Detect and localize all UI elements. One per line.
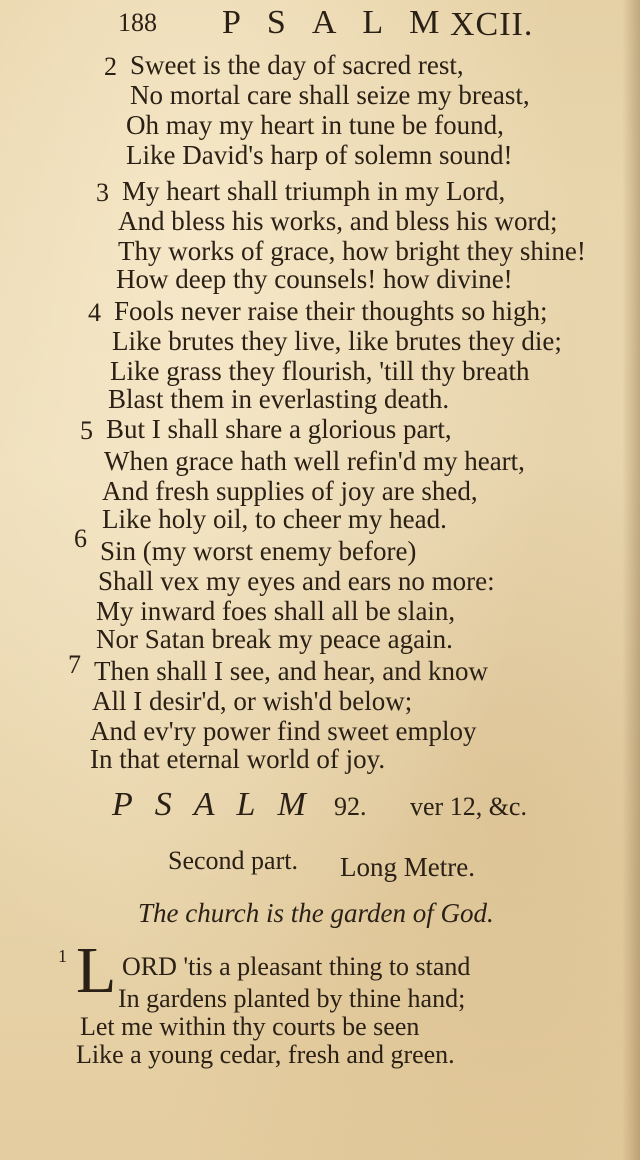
verse-line: My inward foes shall all be slain, bbox=[96, 596, 456, 626]
verse-line: When grace hath well refin'd my heart, bbox=[104, 446, 525, 476]
psalm-heading-verses: ver 12, &c. bbox=[410, 792, 527, 821]
stanza-number: 7 bbox=[68, 650, 81, 679]
verse-line: But I shall share a glorious part, bbox=[106, 414, 452, 444]
running-psalm-numeral: XCII. bbox=[450, 6, 534, 43]
verse-line: My heart shall triumph in my Lord, bbox=[122, 176, 506, 206]
verse-line: Like David's harp of solemn sound! bbox=[126, 140, 513, 170]
verse-line: And fresh supplies of joy are shed, bbox=[102, 476, 478, 506]
stanza-number: 2 bbox=[104, 52, 117, 81]
verse-line: Like brutes they live, like brutes they die; bbox=[112, 326, 562, 356]
verse-line: Blast them in everlasting death. bbox=[108, 384, 450, 414]
hymn-subheading bbox=[0, 846, 640, 886]
stanza-number: 5 bbox=[80, 416, 93, 445]
page-header bbox=[0, 4, 640, 52]
stanza-1-second-part bbox=[0, 934, 640, 1078]
verse-line: And ev'ry power find sweet employ bbox=[90, 716, 477, 746]
psalm-heading-number: 92. bbox=[334, 792, 367, 821]
psalm-heading-title: PSALM bbox=[112, 786, 328, 823]
stanza-number: 1 bbox=[58, 946, 67, 966]
verse-line: Shall vex my eyes and ears no more: bbox=[98, 566, 495, 596]
verse-line: Thy works of grace, how bright they shine! bbox=[118, 236, 586, 266]
hymn-subject: The church is the garden of God. bbox=[138, 898, 494, 928]
verse-line: How deep thy counsels! how divine! bbox=[116, 264, 513, 294]
verse-line: Nor Satan break my peace again. bbox=[96, 624, 453, 654]
verse-line: In that eternal world of joy. bbox=[90, 744, 386, 774]
stanza-number: 3 bbox=[96, 178, 109, 207]
verse-line: Sweet is the day of sacred rest, bbox=[130, 50, 464, 80]
verse-line: Like holy oil, to cheer my head. bbox=[102, 504, 447, 534]
verse-line: All I desir'd, or wish'd below; bbox=[92, 686, 413, 716]
verse-line: ORD 'tis a pleasant thing to stand bbox=[122, 952, 471, 981]
part-label: Second part. bbox=[168, 846, 298, 875]
page-number: 188 bbox=[118, 8, 157, 37]
verse-line: Oh may my heart in tune be found, bbox=[126, 110, 504, 140]
running-title: PSALM bbox=[222, 4, 466, 41]
drop-cap-letter: L bbox=[76, 934, 117, 1007]
verse-line: Like grass they flourish, 'till thy breath bbox=[110, 356, 530, 386]
verse-line: Sin (my worst enemy before) bbox=[100, 536, 417, 566]
verse-line: In gardens planted by thine hand; bbox=[118, 984, 466, 1013]
verse-line: Fools never raise their thoughts so high; bbox=[114, 296, 548, 326]
verse-line: No mortal care shall seize my breast, bbox=[130, 80, 530, 110]
verse-line: Like a young cedar, fresh and green. bbox=[76, 1040, 455, 1069]
stanza-number: 4 bbox=[88, 298, 101, 327]
psalm-heading bbox=[0, 786, 640, 830]
verse-line: Let me within thy courts be seen bbox=[80, 1012, 420, 1041]
stanza-number: 6 bbox=[74, 524, 87, 553]
verse-line: And bless his works, and bless his word; bbox=[118, 206, 558, 236]
metre-label: Long Metre. bbox=[340, 852, 475, 882]
verse-line: Then shall I see, and hear, and know bbox=[94, 656, 489, 686]
